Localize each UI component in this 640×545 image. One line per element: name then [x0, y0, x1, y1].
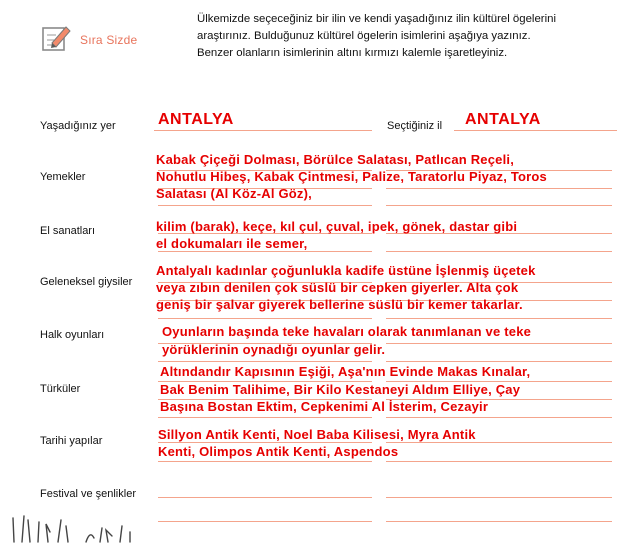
badge-label: Sıra Sizde: [80, 33, 138, 47]
instruction-line: Ülkemizde seçeceğiniz bir ilin ve kendi yaşadığınız ilin kültürel ögelerini: [197, 13, 556, 25]
answer-line: veya zıbın denilen çok süslü bir cepken giyerler. Alta çok: [156, 280, 519, 295]
answer-line: Başına Bostan Ektim, Cepkenimi Al İsterim, Cezayir: [160, 399, 489, 414]
answer-line: Sillyon Antik Kenti, Noel Baba Kilisesi, Myra Antik: [158, 427, 476, 442]
chosen-label: Seçtiğiniz il: [387, 120, 443, 132]
instruction-line: Benzer olanların isimlerinin altını kırmızı kalemle işaretleyiniz.: [197, 47, 508, 59]
answer-line: Kabak Çiçeği Dolması, Börülce Salatası, Patlıcan Reçeli,: [156, 152, 515, 167]
answer-line: Oyunların başında teke havaları olarak tanımlanan ve teke: [162, 324, 532, 339]
chosen-value: ANTALYA: [465, 111, 541, 128]
row-label-halk-oyunlari: Halk oyunları: [40, 329, 105, 341]
lived-value: ANTALYA: [158, 111, 234, 128]
row-label-festival: Festival ve şenlikler: [40, 488, 136, 500]
instructions: [197, 11, 627, 62]
row-label-turkuler: Türküler: [40, 383, 81, 395]
grass-sketch-icon: [6, 508, 146, 544]
answer-line: Antalyalı kadınlar çoğunlukla kadife üstüne İşlenmiş üçetek: [156, 263, 536, 278]
answer-line: yörüklerinin oynadığı oyunlar gelir.: [162, 342, 386, 357]
row-label-geleneksel-giysiler: Geleneksel giysiler: [40, 276, 133, 288]
answer-line: Salatası (Al Köz-Al Göz),: [156, 186, 312, 201]
row-label-yemekler: Yemekler: [40, 171, 86, 183]
answer-line: el dokumaları ile semer,: [156, 236, 308, 251]
answer-line: Bak Benim Talihime, Bir Kilo Kestaneyi Aldım Elliye, Çay: [160, 382, 521, 397]
answer-line: Kenti, Olimpos Antik Kenti, Aspendos: [158, 444, 399, 459]
answer-line: geniş bir şalvar giyerek bellerine süslü bir kemer takarlar.: [156, 297, 523, 312]
row-label-el-sanatlari: El sanatları: [40, 225, 96, 237]
row-label-tarihi-yapilar: Tarihi yapılar: [40, 435, 103, 447]
instruction-line: araştırınız. Bulduğunuz kültürel ögelerin isimlerini aşağıya yazınız.: [197, 30, 531, 42]
lived-label: Yaşadığınız yer: [40, 120, 116, 132]
pencil-note-icon: [40, 22, 72, 54]
answer-line: kilim (barak), keçe, kıl çul, çuval, ipek, gönek, dastar gibi: [156, 219, 518, 234]
answer-line: Altındandır Kapısının Eşiği, Aşa'nın Evinde Makas Kınalar,: [160, 364, 531, 379]
answer-line: Nohutlu Hibeş, Kabak Çintmesi, Palize, Taratorlu Piyaz, Toros: [156, 169, 547, 184]
